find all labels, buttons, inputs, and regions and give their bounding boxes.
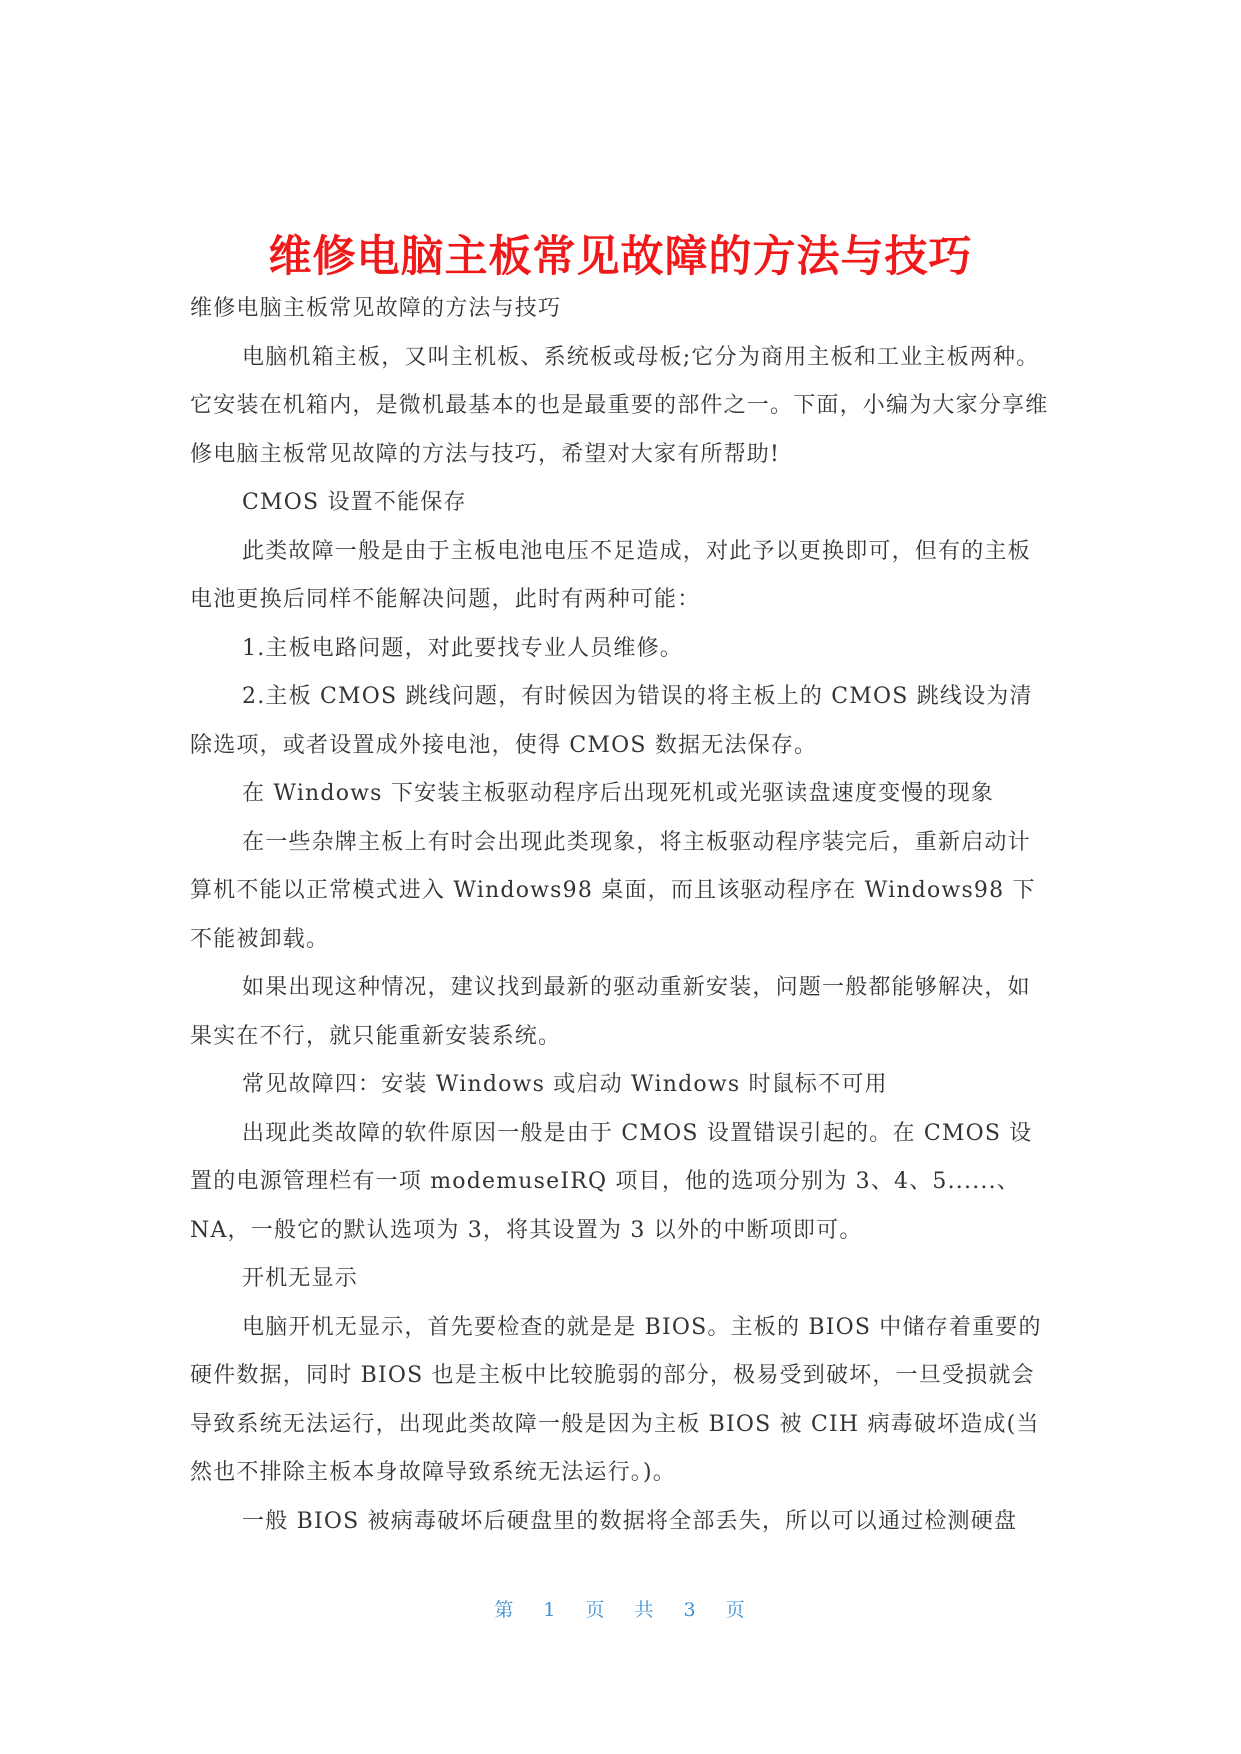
section-heading: 在 Windows 下安装主板驱动程序后出现死机或光驱读盘速度变慢的现象 [242,781,995,806]
section-heading: CMOS 设置不能保存 [242,490,467,515]
section-heading: 常见故障四：安装 Windows 或启动 Windows 时鼠标不可用 [242,1072,888,1097]
paragraph: 此类故障一般是由于主板电池电压不足造成，对此予以更换即可，但有的主板电池更换后同样不能解决问题，此时有两种可能： [190,538,1031,612]
paragraph: 一般 BIOS 被病毒破坏后硬盘里的数据将全部丢失，所以可以通过检测硬盘 [242,1508,1018,1534]
paragraph: 维修电脑主板常见故障的方法与技巧 [190,296,562,321]
paragraph: 在一些杂牌主板上有时会出现此类现象，将主板驱动程序装完后，重新启动计算机不能以正常模式进入 Windows98 桌面，而且该驱动程序在 Windows98 下不能被卸载。 [190,829,1036,952]
document-title: 维修电脑主板常见故障的方法与技巧 [268,231,973,282]
page-number-footer: 第 1 页 共 3 页 [494,1599,747,1621]
list-item: 1.主板电路问题，对此要找专业人员维修。 [242,635,683,661]
list-item: 2.主板 CMOS 跳线问题，有时候因为错误的将主板上的 CMOS 跳线设为清除选项，或者设置成外接电池，使得 CMOS 数据无法保存。 [190,684,1033,758]
section-heading: 开机无显示 [242,1266,359,1291]
paragraph: 电脑开机无显示，首先要检查的就是是 BIOS。主板的 BIOS 中储存着重要的硬件数据，同时 BIOS 也是主板中比较脆弱的部分，极易受到破坏，一旦受损就会导致系统无法运行，出现此类故障一般是因为主板 BIOS 被 CIH 病毒破坏造成(当然也不排除主板本身故障导致系统无法运行。)。 [190,1314,1042,1485]
paragraph: 如果出现这种情况，建议找到最新的驱动重新安装，问题一般都能够解决，如果实在不行，就只能重新安装系统。 [190,975,1031,1049]
paragraph: 出现此类故障的软件原因一般是由于 CMOS 设置错误引起的。在 CMOS 设置的电源管理栏有一项 modemuseIRQ 项目，他的选项分别为 3、4、5......、NA，一般它的默认选项为 3，将其设置为 3 以外的中断项即可。 [190,1120,1033,1243]
document-body [190,285,1050,1546]
paragraph: 电脑机箱主板，又叫主机板、系统板或母板;它分为商用主板和工业主板两种。它安装在机箱内，是微机最基本的也是最重要的部件之一。下面，小编为大家分享维修电脑主板常见故障的方法与技巧，希望对大家有所帮助! [190,344,1049,467]
